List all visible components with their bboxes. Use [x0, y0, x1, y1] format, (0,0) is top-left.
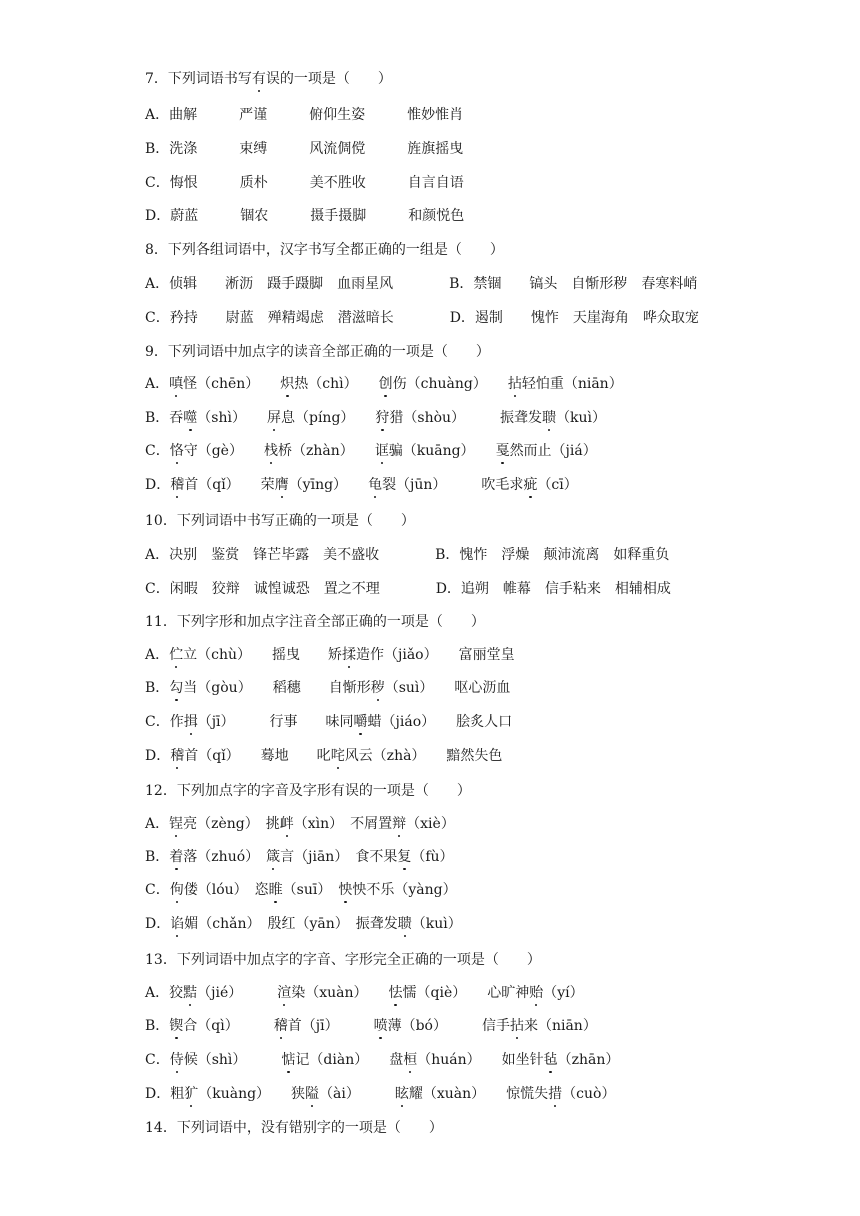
text-segment: D．粗	[145, 1086, 185, 1102]
q13-option-d	[145, 1084, 615, 1104]
q8-stem	[145, 240, 504, 260]
emphasis-char: 戛	[495, 443, 510, 459]
q8-option-ab	[145, 274, 697, 294]
text-segment: D．	[145, 916, 171, 932]
text-segment: 染（xuàn）	[291, 985, 389, 1001]
emphasis-char: 衅	[279, 816, 294, 832]
emphasis-char: 疵	[523, 477, 538, 493]
emphasis-char: 渲	[277, 985, 292, 1001]
text-segment: A．	[145, 376, 170, 392]
text-segment: A．侦辑 淅沥 蹑手蹑脚 血雨星风 B．禁锢 镐头 自惭形秽 春寒料峭	[145, 276, 698, 292]
text-segment: 10．下列词语中书写正确的一项是（ ）	[145, 513, 415, 529]
text-segment: 合（qì）	[183, 1018, 274, 1034]
q13-option-a	[145, 983, 584, 1003]
text-segment: （jī） 行事 味同	[197, 714, 354, 730]
q9-option-a	[145, 374, 623, 394]
text-segment: 7．下列词语书写	[145, 71, 252, 87]
text-segment: 14．下列词语中，没有错别字的一项是（ ）	[145, 1120, 443, 1136]
text-segment: D．	[145, 748, 171, 764]
text-segment: D．	[145, 477, 171, 493]
text-segment: C．	[145, 443, 170, 459]
emphasis-char: 佝	[169, 882, 184, 898]
text-segment: C．	[145, 882, 170, 898]
emphasis-char: 栈	[263, 443, 278, 459]
emphasis-char: 眩	[394, 1086, 409, 1102]
q7-option-a	[145, 105, 463, 125]
text-segment: 骗（kuāng）	[388, 443, 496, 459]
emphasis-char: 伫	[169, 647, 184, 663]
q9-option-d	[145, 475, 578, 495]
q11-option-c	[145, 712, 512, 732]
text-segment: （cuò）	[562, 1086, 616, 1102]
emphasis-char: 侍	[169, 1052, 184, 1068]
emphasis-char: 聩	[397, 916, 412, 932]
q7-stem	[145, 69, 392, 89]
text-segment: （jié）	[197, 985, 278, 1001]
text-segment: 首（jī）	[287, 1018, 374, 1034]
q13-stem	[145, 950, 541, 970]
text-segment: 造作（jiǎo） 富丽堂皇	[356, 647, 515, 663]
emphasis-char: 措	[548, 1086, 563, 1102]
q12-option-a	[145, 814, 455, 834]
q9-option-c	[145, 441, 597, 461]
text-segment: （ài）	[319, 1086, 395, 1102]
text-segment: A．狡	[145, 985, 184, 1001]
text-segment: （shì）	[197, 410, 267, 426]
text-segment: C．作	[145, 714, 184, 730]
text-segment: 媚（chǎn） 殷红（yān） 振聋发	[184, 916, 398, 932]
emphasis-char: 锃	[169, 816, 184, 832]
text-segment: 怪（chēn）	[183, 376, 281, 392]
q12-option-c	[145, 880, 457, 900]
text-segment: 8．下列各组词语中，汉字书写全都正确的一组是（ ）	[145, 242, 504, 258]
q11-option-d	[145, 746, 502, 766]
q12-stem	[145, 781, 471, 801]
q7-option-d	[145, 206, 464, 226]
text-segment: B．吞	[145, 410, 184, 426]
text-segment: C．闲暇 狡辩 诚惶诚恐 置之不理 D．追朔 帷幕 信手粘来 相辅相成	[145, 581, 671, 597]
text-segment: 来（niān）	[523, 1018, 597, 1034]
text-segment: 然而止（jiá）	[509, 443, 597, 459]
text-segment: 蜡（jiáo） 脍炙人口	[367, 714, 513, 730]
text-segment: 守（gè）	[183, 443, 264, 459]
q12-option-d	[145, 914, 462, 934]
text-segment: 伤（chuàng）	[392, 376, 508, 392]
text-segment: B．洗涤 束缚 风流倜傥 旌旗摇曳	[145, 141, 464, 157]
text-segment: 言（jiān） 食不果	[280, 849, 398, 865]
emphasis-char: 恪	[169, 443, 184, 459]
emphasis-char: 龟	[368, 477, 383, 493]
emphasis-char: 揖	[183, 714, 198, 730]
emphasis-char: 复	[397, 849, 412, 865]
text-segment: 懦（qiè） 心旷神	[402, 985, 530, 1001]
emphasis-char: 惦	[281, 1052, 296, 1068]
q11-stem	[145, 612, 485, 632]
text-segment: （yí）	[543, 985, 584, 1001]
emphasis-char: 嗔	[169, 376, 184, 392]
text-segment: 薄（bó） 信手	[387, 1018, 510, 1034]
text-segment: B．	[145, 680, 170, 696]
text-segment: 记（diàn） 盘	[295, 1052, 404, 1068]
emphasis-char: 稽	[273, 1018, 288, 1034]
emphasis-char: 拈	[509, 1018, 524, 1034]
q13-option-b	[145, 1016, 597, 1036]
q12-option-b	[145, 847, 454, 867]
emphasis-char: 狩	[375, 410, 390, 426]
emphasis-char: 有	[251, 71, 266, 87]
text-segment: （kuì）	[411, 916, 462, 932]
text-segment: 立（chù） 摇曳 矫	[183, 647, 342, 663]
text-segment: 11．下列字形和加点字注音全部正确的一项是（ ）	[145, 614, 485, 630]
text-segment: 轻怕重（niān）	[521, 376, 623, 392]
q13-option-c	[145, 1050, 619, 1070]
emphasis-char: 聩	[542, 410, 557, 426]
text-segment: （suī）	[282, 882, 339, 898]
text-segment: A．曲解 严谨 俯仰生姿 惟妙惟肖	[145, 107, 464, 123]
text-segment: 首（qǐ） 荣	[184, 477, 275, 493]
emphasis-char: 谄	[170, 916, 185, 932]
emphasis-char: 贻	[529, 985, 544, 1001]
emphasis-char: 咤	[330, 748, 345, 764]
emphasis-char: 稽	[170, 748, 185, 764]
q11-option-a	[145, 645, 515, 665]
emphasis-char: 睢	[268, 882, 283, 898]
emphasis-char: 屏	[266, 410, 281, 426]
text-segment: 当（gòu） 稻穗 自惭形	[183, 680, 371, 696]
emphasis-char: 怏	[338, 882, 353, 898]
text-segment: 首（qǐ） 蓦地 叱	[184, 748, 331, 764]
text-segment: D．蔚蓝 锢农 摄手摄脚 和颜悦色	[145, 208, 465, 224]
emphasis-char: 锲	[169, 1018, 184, 1034]
q9-option-b	[145, 408, 606, 428]
text-segment: （yīng）	[288, 477, 369, 493]
q7-option-c	[145, 173, 464, 193]
emphasis-char: 揉	[342, 647, 356, 663]
emphasis-char: 拈	[507, 376, 522, 392]
text-segment: （fù）	[411, 849, 454, 865]
emphasis-char: 黠	[183, 985, 198, 1001]
text-segment: （huán） 如坐针	[417, 1052, 544, 1068]
text-segment: （xiè）	[406, 816, 455, 832]
emphasis-char: 秽	[370, 680, 385, 696]
q8-option-cd	[145, 308, 699, 328]
text-segment: 桥（zhàn）	[277, 443, 375, 459]
emphasis-char: 嚼	[353, 714, 368, 730]
text-segment: （zhān）	[557, 1052, 620, 1068]
text-segment: 12．下列加点字的字音及字形有误的一项是（ ）	[145, 783, 471, 799]
text-segment: B．	[145, 1018, 170, 1034]
text-segment: 怏不乐（yàng）	[352, 882, 457, 898]
emphasis-char: 膺	[274, 477, 289, 493]
text-segment: （kuàng） 狭	[198, 1086, 306, 1102]
text-segment: B．	[145, 849, 170, 865]
text-segment: 亮（zèng） 挑	[183, 816, 280, 832]
text-segment: 风云（zhà） 黯然失色	[344, 748, 503, 764]
text-segment: 裂（jūn） 吹毛求	[382, 477, 524, 493]
q10-option-cd	[145, 579, 671, 599]
text-segment: 候（shì）	[183, 1052, 282, 1068]
text-segment: 耀（xuàn） 惊慌失	[408, 1086, 549, 1102]
text-segment: 落（zhuó）	[183, 849, 267, 865]
text-segment: （cī）	[537, 477, 578, 493]
emphasis-char: 桓	[403, 1052, 418, 1068]
text-segment: A．	[145, 647, 170, 663]
text-segment: C．矜持 尉蓝 殚精竭虑 潜滋暗长 D．遏制 愧怍 天崖海角 哗众取宠	[145, 310, 699, 326]
text-segment: 热（chì）	[294, 376, 379, 392]
q14-stem	[145, 1118, 443, 1138]
q10-stem	[145, 511, 415, 531]
q10-option-ab	[145, 545, 669, 565]
emphasis-char: 勾	[169, 680, 184, 696]
emphasis-char: 炽	[280, 376, 295, 392]
text-segment: A．决别 鉴赏 锋芒毕露 美不盛收 B．愧怍 浮燥 颠沛流离 如释重负	[145, 547, 670, 563]
emphasis-char: 诓	[374, 443, 389, 459]
emphasis-char: 噬	[183, 410, 198, 426]
emphasis-char: 喷	[373, 1018, 388, 1034]
text-segment: A．	[145, 816, 170, 832]
q7-option-b	[145, 139, 463, 159]
emphasis-char: 辩	[392, 816, 407, 832]
text-segment: 误的一项是（ ）	[265, 71, 392, 87]
emphasis-char: 毡	[543, 1052, 558, 1068]
emphasis-char: 稽	[170, 477, 185, 493]
text-segment: （xìn） 不屑置	[293, 816, 393, 832]
text-segment: （suì） 呕心沥血	[384, 680, 511, 696]
emphasis-char: 犷	[184, 1086, 199, 1102]
emphasis-char: 箴	[266, 849, 281, 865]
q11-option-b	[145, 678, 510, 698]
q9-stem	[145, 342, 490, 362]
text-segment: C．	[145, 1052, 170, 1068]
emphasis-char: 隘	[305, 1086, 320, 1102]
emphasis-char: 怯	[388, 985, 403, 1001]
text-segment: 13．下列词语中加点字的字音、字形完全正确的一项是（ ）	[145, 952, 541, 968]
emphasis-char: 创	[378, 376, 393, 392]
emphasis-char: 着	[169, 849, 184, 865]
text-segment: （kuì）	[556, 410, 607, 426]
text-segment: 偻（lóu） 恣	[183, 882, 269, 898]
text-segment: 9．下列词语中加点字的读音全部正确的一项是（ ）	[145, 344, 490, 360]
text-segment: 息（píng）	[280, 410, 376, 426]
text-segment: 猎（shòu） 振聋发	[389, 410, 543, 426]
text-segment: C．悔恨 质朴 美不胜收 自言自语	[145, 175, 464, 191]
